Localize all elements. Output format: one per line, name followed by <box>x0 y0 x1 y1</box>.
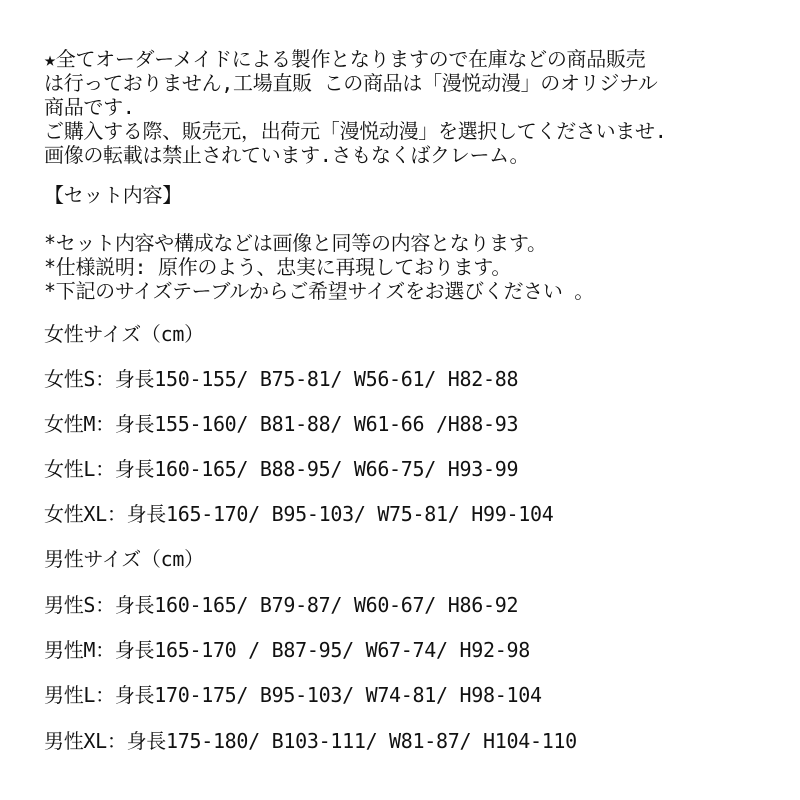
men-size-heading: 男性サイズ（cm） <box>44 547 204 571</box>
set-contents-heading: 【セット内容】 <box>44 183 182 207</box>
men-size-row-l: 男性L：身長170-175/ B95-103/ W74-81/ H98-104 <box>44 683 542 707</box>
notice-line-2: は行っておりません,工場直販 この商品は「漫悦动漫」のオリジナル <box>44 71 658 95</box>
women-size-row-m: 女性M：身長155-160/ B81-88/ W61-66 /H88-93 <box>44 412 519 436</box>
women-size-heading: 女性サイズ（cm） <box>44 322 204 346</box>
set-note-1: *セット内容や構成などは画像と同等の内容となります。 <box>44 231 547 255</box>
set-note-3: *下記のサイズテーブルからご希望サイズをお選びください 。 <box>44 279 594 303</box>
women-size-row-s: 女性S：身長150-155/ B75-81/ W56-61/ H82-88 <box>44 367 519 391</box>
set-note-2: *仕様説明: 原作のよう、忠実に再現しております。 <box>44 255 512 279</box>
men-size-row-s: 男性S：身長160-165/ B79-87/ W60-67/ H86-92 <box>44 593 519 617</box>
men-size-row-m: 男性M：身長165-170 / B87-95/ W67-74/ H92-98 <box>44 638 530 662</box>
women-size-row-xl: 女性XL：身長165-170/ B95-103/ W75-81/ H99-104 <box>44 502 554 526</box>
notice-line-3: 商品です. <box>44 95 135 119</box>
notice-line-4: ご購入する際、販売元，出荷元「漫悦动漫」を選択してくださいませ. <box>44 119 667 143</box>
notice-line-5: 画像の転載は禁止されています.さもなくばクレーム。 <box>44 143 530 167</box>
notice-line-1: ★全てオーダーメイドによる製作となりますので在庫などの商品販売 <box>44 47 646 71</box>
men-size-row-xl: 男性XL：身長175-180/ B103-111/ W81-87/ H104-110 <box>44 729 577 753</box>
women-size-row-l: 女性L：身長160-165/ B88-95/ W66-75/ H93-99 <box>44 457 519 481</box>
